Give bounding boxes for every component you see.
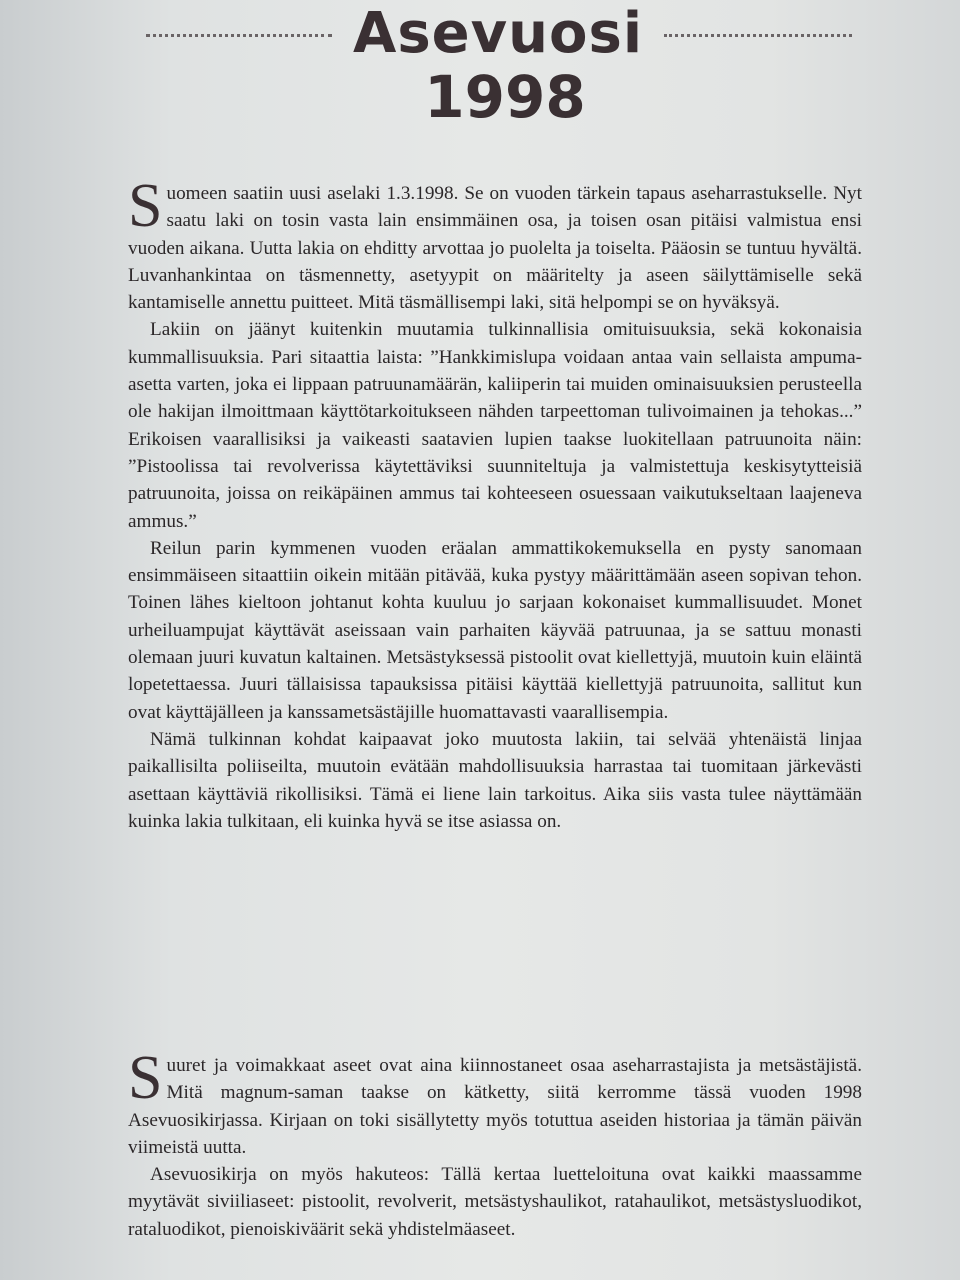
paragraph: Asevuosikirja on myös hakuteos: Tällä kertaa luetteloituna ovat kaikki maassamme myytävät siviiliaseet: pistoolit, revolverit, metsästyshaulikot, ratahaulikot, metsästysluodikot, rataluodikot, pienoiskiväärit sekä yhdistelmäaseet. [128,1164,862,1240]
drop-cap: S [128,1044,163,1112]
page-title-year: 1998 [424,63,586,131]
title-dotted-rule-right [664,34,852,37]
article-section-yearbook [128,1044,862,1243]
paragraph [128,1044,862,1161]
drop-cap: S [128,172,163,240]
paragraph: Nämä tulkinnan kohdat kaipaavat joko muutosta lakiin, tai selvää yhtenäistä linjaa paikallisilta poliiseilta, muutoin evätään mahdollisuuksia harrastaa tai tuomitaan järkevästi asettaan käyttäviä rikollisiksi. Tämä ei liene lain tarkoitus. Aika siis vasta tulee näyttämään kuinka lakia tulkitaan, eli kuinka hyvä se itse asiassa on. [128,728,862,832]
paragraph: Reilun parin kymmenen vuoden eräalan ammattikokemuksella en pysty sanomaan ensimmäiseen sitaattiin oikein mitään pitävää, kuka pystyy määrittämään aseen sopivan tehon. Toinen lähes kieltoon johtanut kohta kuuluu jo sarjaan kokonaiset kummallisuudet. Monet urheiluampujat käyttävät aseissaan vain parhaiten käyvää patruunaa, ja se sattuu monasti olemaan juuri kuvatun kaltainen. Metsästyksessä pistoolit ovat kiellettyjä, muutoin kuin eläintä lopetettaessa. Juuri tällaisissa tapauksissa pitäisi käyttää kiellettyjä patruunoita, sallitut kun ovat käyttäjälleen ja kanssametsästäjille huomattavasti vaarallisempia. [128,537,862,723]
title-row [0,1,960,66]
paragraph: Lakiin on jäänyt kuitenkin muutamia tulkinnallisia omituisuuksia, sekä kokonaisia kummallisuuksia. Pari sitaattia laista: ”Hankkimislupa voidaan antaa vain sellaista ampuma-asetta varten, joka ei lippaan patruunamäärän, kaliiperin tai muiden ominaisuuksien perusteella ole hakijan ilmoittmaan käyttötarkoitukseen nähden tarpeettoman tulivoimainen ja tehokas...” Erikoisen vaarallisiksi ja vaikeasti saatavien lupien taakse luokitellaan patruunoita näin: ”Pistoolissa tai revolverissa käytettäviksi suunniteltuja ja valmistettuja keskisytytteisiä patruunoita, joissa on reikäpäinen ammus tai kohteeseen osuessaan vaikutukseltaan laajeneva ammus.” [128,319,862,532]
page-title: Asevuosi [352,1,644,66]
title-dotted-rule-left [146,34,332,37]
paragraph [128,172,862,316]
paragraph-text: uuret ja voimakkaat aseet ovat aina kiinnostaneet osaa aseharrastajista ja metsästäjistä. Mitä magnum-saman taakse on kätketty, siitä kerromme tässä vuoden 1998 Asevuosikirjassa. Kirjaan on toki sisällytetty myös totuttua aseiden historiaa ja tämän päivän viimeistä uutta. [128,1055,862,1158]
article-section-law [128,172,862,835]
paragraph-text: uomeen saatiin uusi aselaki 1.3.1998. Se on vuoden tärkein tapaus aseharrastukselle. Nyt saatu laki on tosin vasta lain ensimmäinen osa, ja toisen osan pitäisi valmistua ensi vuoden aikana. Uutta lakia on ehditty arvottaa jo puolelta ja toiselta. Pääosin se tuntuu hyvältä. Luvanhankintaa on täsmennetty, asetyypit on määritelty ja aseen säilyttämiselle sekä kantamiselle annettu puitteet. Mitä täsmällisempi laki, sitä helpompi se on hyväksyä. [128,183,862,314]
